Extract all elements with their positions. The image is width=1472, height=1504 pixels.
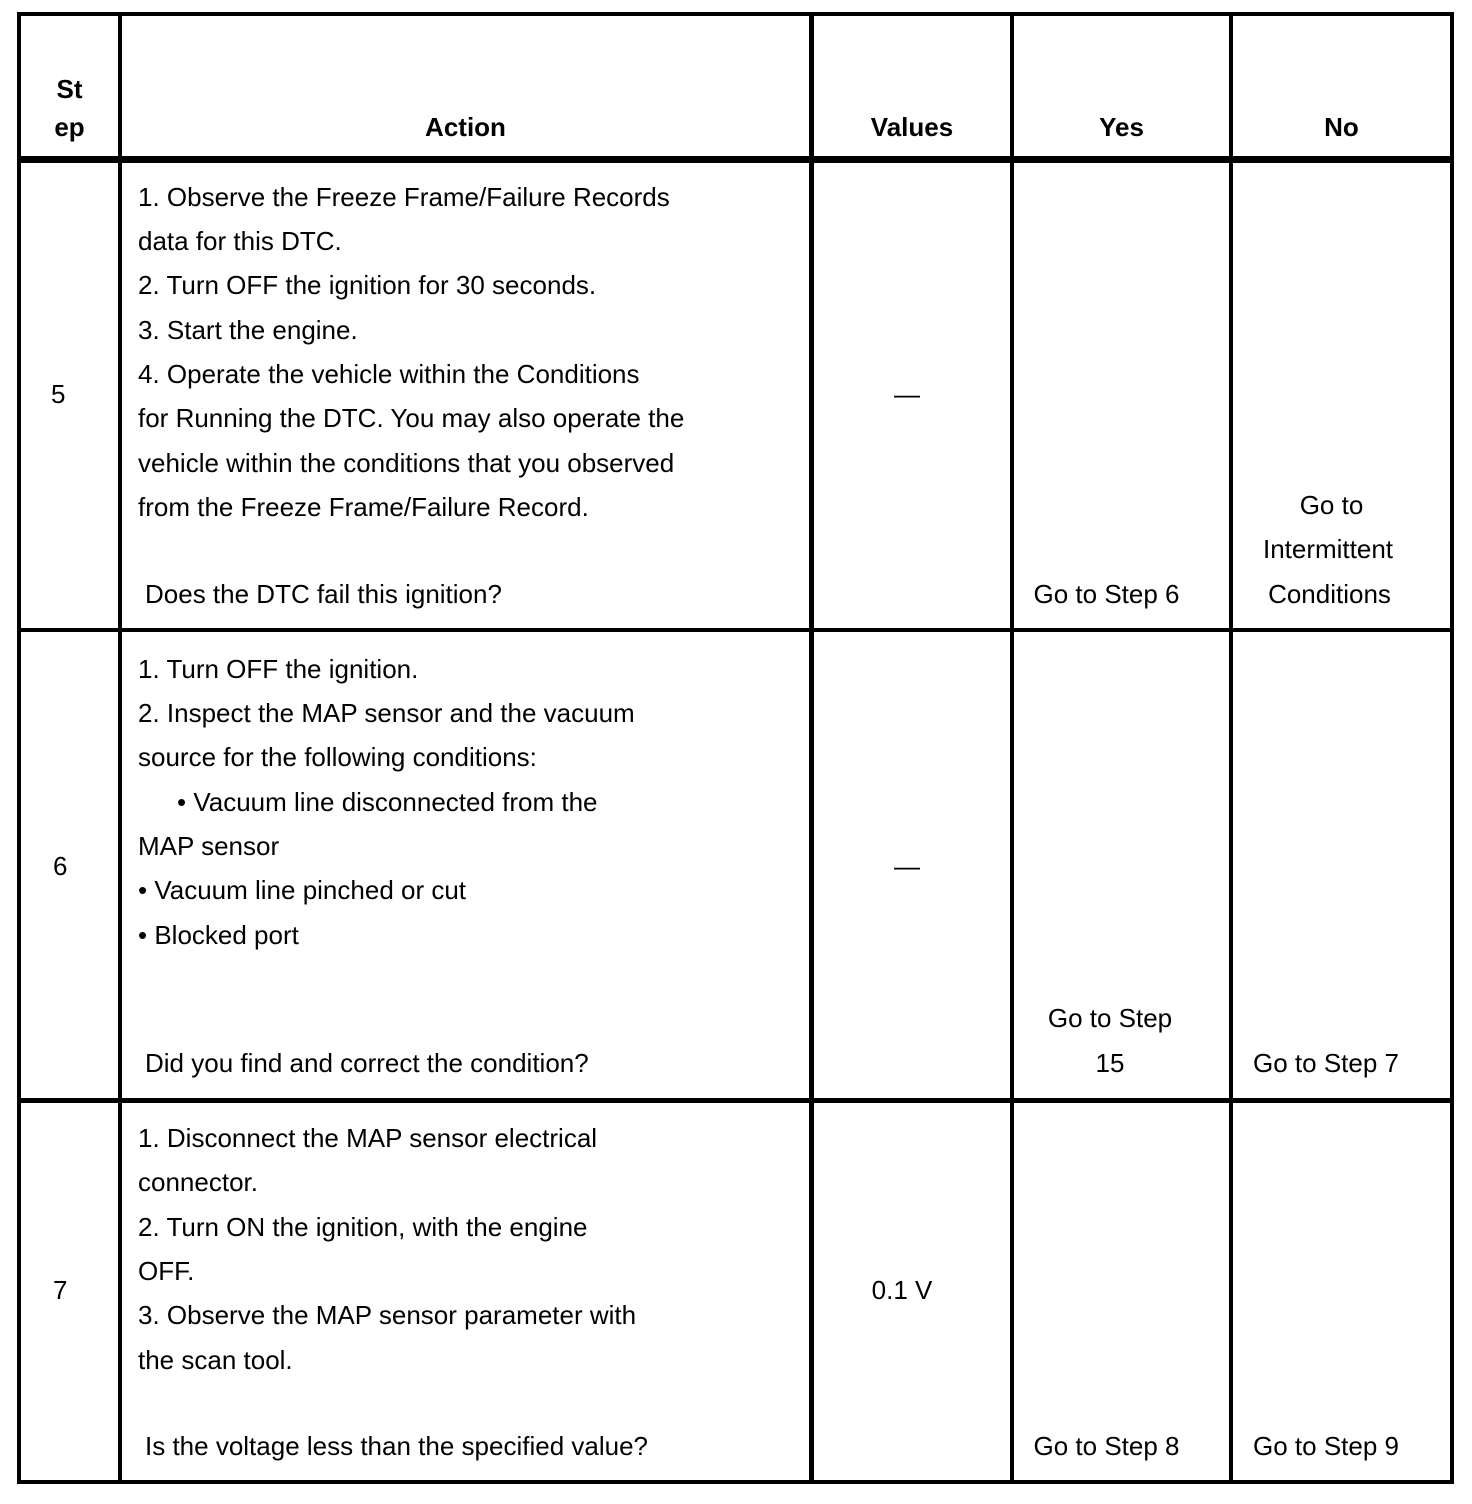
action-line: for Running the DTC. You may also operate the xyxy=(138,403,685,433)
action-line: 1. Observe the Freeze Frame/Failure Records xyxy=(138,182,670,212)
action-line: MAP sensor xyxy=(138,831,280,861)
no-cell: Conditions xyxy=(1268,579,1391,609)
action-line: OFF. xyxy=(138,1256,195,1286)
col-rule-1 xyxy=(118,12,122,1484)
col-rule-2 xyxy=(809,12,814,1484)
action-line: 3. Observe the MAP sensor parameter with xyxy=(138,1300,637,1330)
header-action: Action xyxy=(425,112,506,142)
header-step-line1: St xyxy=(56,74,83,104)
action-line: • Blocked port xyxy=(138,920,299,950)
action-line: vehicle within the conditions that you observed xyxy=(138,448,675,478)
action-line: 1. Disconnect the MAP sensor electrical xyxy=(138,1123,598,1153)
no-cell: Go to Step 9 xyxy=(1253,1431,1399,1461)
row-rule-2 xyxy=(17,1098,1454,1103)
action-line: connector. xyxy=(138,1167,258,1197)
col-rule-4 xyxy=(1229,12,1233,1484)
table-border-right xyxy=(1450,12,1454,1484)
col-rule-3 xyxy=(1010,12,1014,1484)
no-cell: Go to Step 7 xyxy=(1253,1048,1399,1078)
header-rule xyxy=(17,156,1454,163)
header-step-line2: ep xyxy=(54,112,85,142)
action-line: 1. Turn OFF the ignition. xyxy=(138,654,419,684)
value-cell: 0.1 V xyxy=(871,1275,933,1305)
action-question: Is the voltage less than the specified value? xyxy=(145,1431,648,1461)
table-border-bottom xyxy=(17,1480,1454,1484)
value-cell: — xyxy=(894,379,920,409)
value-cell: — xyxy=(894,851,920,881)
action-line: • Vacuum line pinched or cut xyxy=(138,875,467,905)
action-line: 3. Start the engine. xyxy=(138,315,358,345)
table-border-top xyxy=(17,12,1454,16)
step-number: 7 xyxy=(53,1275,68,1305)
header-yes: Yes xyxy=(1099,112,1144,142)
header-values: Values xyxy=(870,112,954,142)
action-line: 4. Operate the vehicle within the Conditions xyxy=(138,359,640,389)
no-cell: Go to xyxy=(1299,490,1364,520)
step-number: 6 xyxy=(53,851,68,881)
yes-cell: Go to Step 8 xyxy=(1033,1431,1180,1461)
action-line: data for this DTC. xyxy=(138,226,342,256)
action-line: 2. Turn ON the ignition, with the engine xyxy=(138,1212,588,1242)
no-cell: Intermittent xyxy=(1262,534,1394,564)
action-line: 2. Turn OFF the ignition for 30 seconds. xyxy=(138,270,597,300)
action-question: Did you find and correct the condition? xyxy=(145,1048,589,1078)
action-line: • Vacuum line disconnected from the xyxy=(177,787,598,817)
yes-cell: Go to Step 6 xyxy=(1033,579,1180,609)
step-number: 5 xyxy=(51,379,66,409)
action-line: from the Freeze Frame/Failure Record. xyxy=(138,492,589,522)
action-line: the scan tool. xyxy=(138,1345,293,1375)
row-rule-1 xyxy=(17,628,1454,632)
yes-cell: 15 xyxy=(1095,1048,1125,1078)
action-line: 2. Inspect the MAP sensor and the vacuum xyxy=(138,698,635,728)
yes-cell: Go to Step xyxy=(1047,1003,1173,1033)
action-line: source for the following conditions: xyxy=(138,742,537,772)
action-question: Does the DTC fail this ignition? xyxy=(145,579,502,609)
header-no: No xyxy=(1324,112,1359,142)
table-border-left xyxy=(17,12,21,1484)
